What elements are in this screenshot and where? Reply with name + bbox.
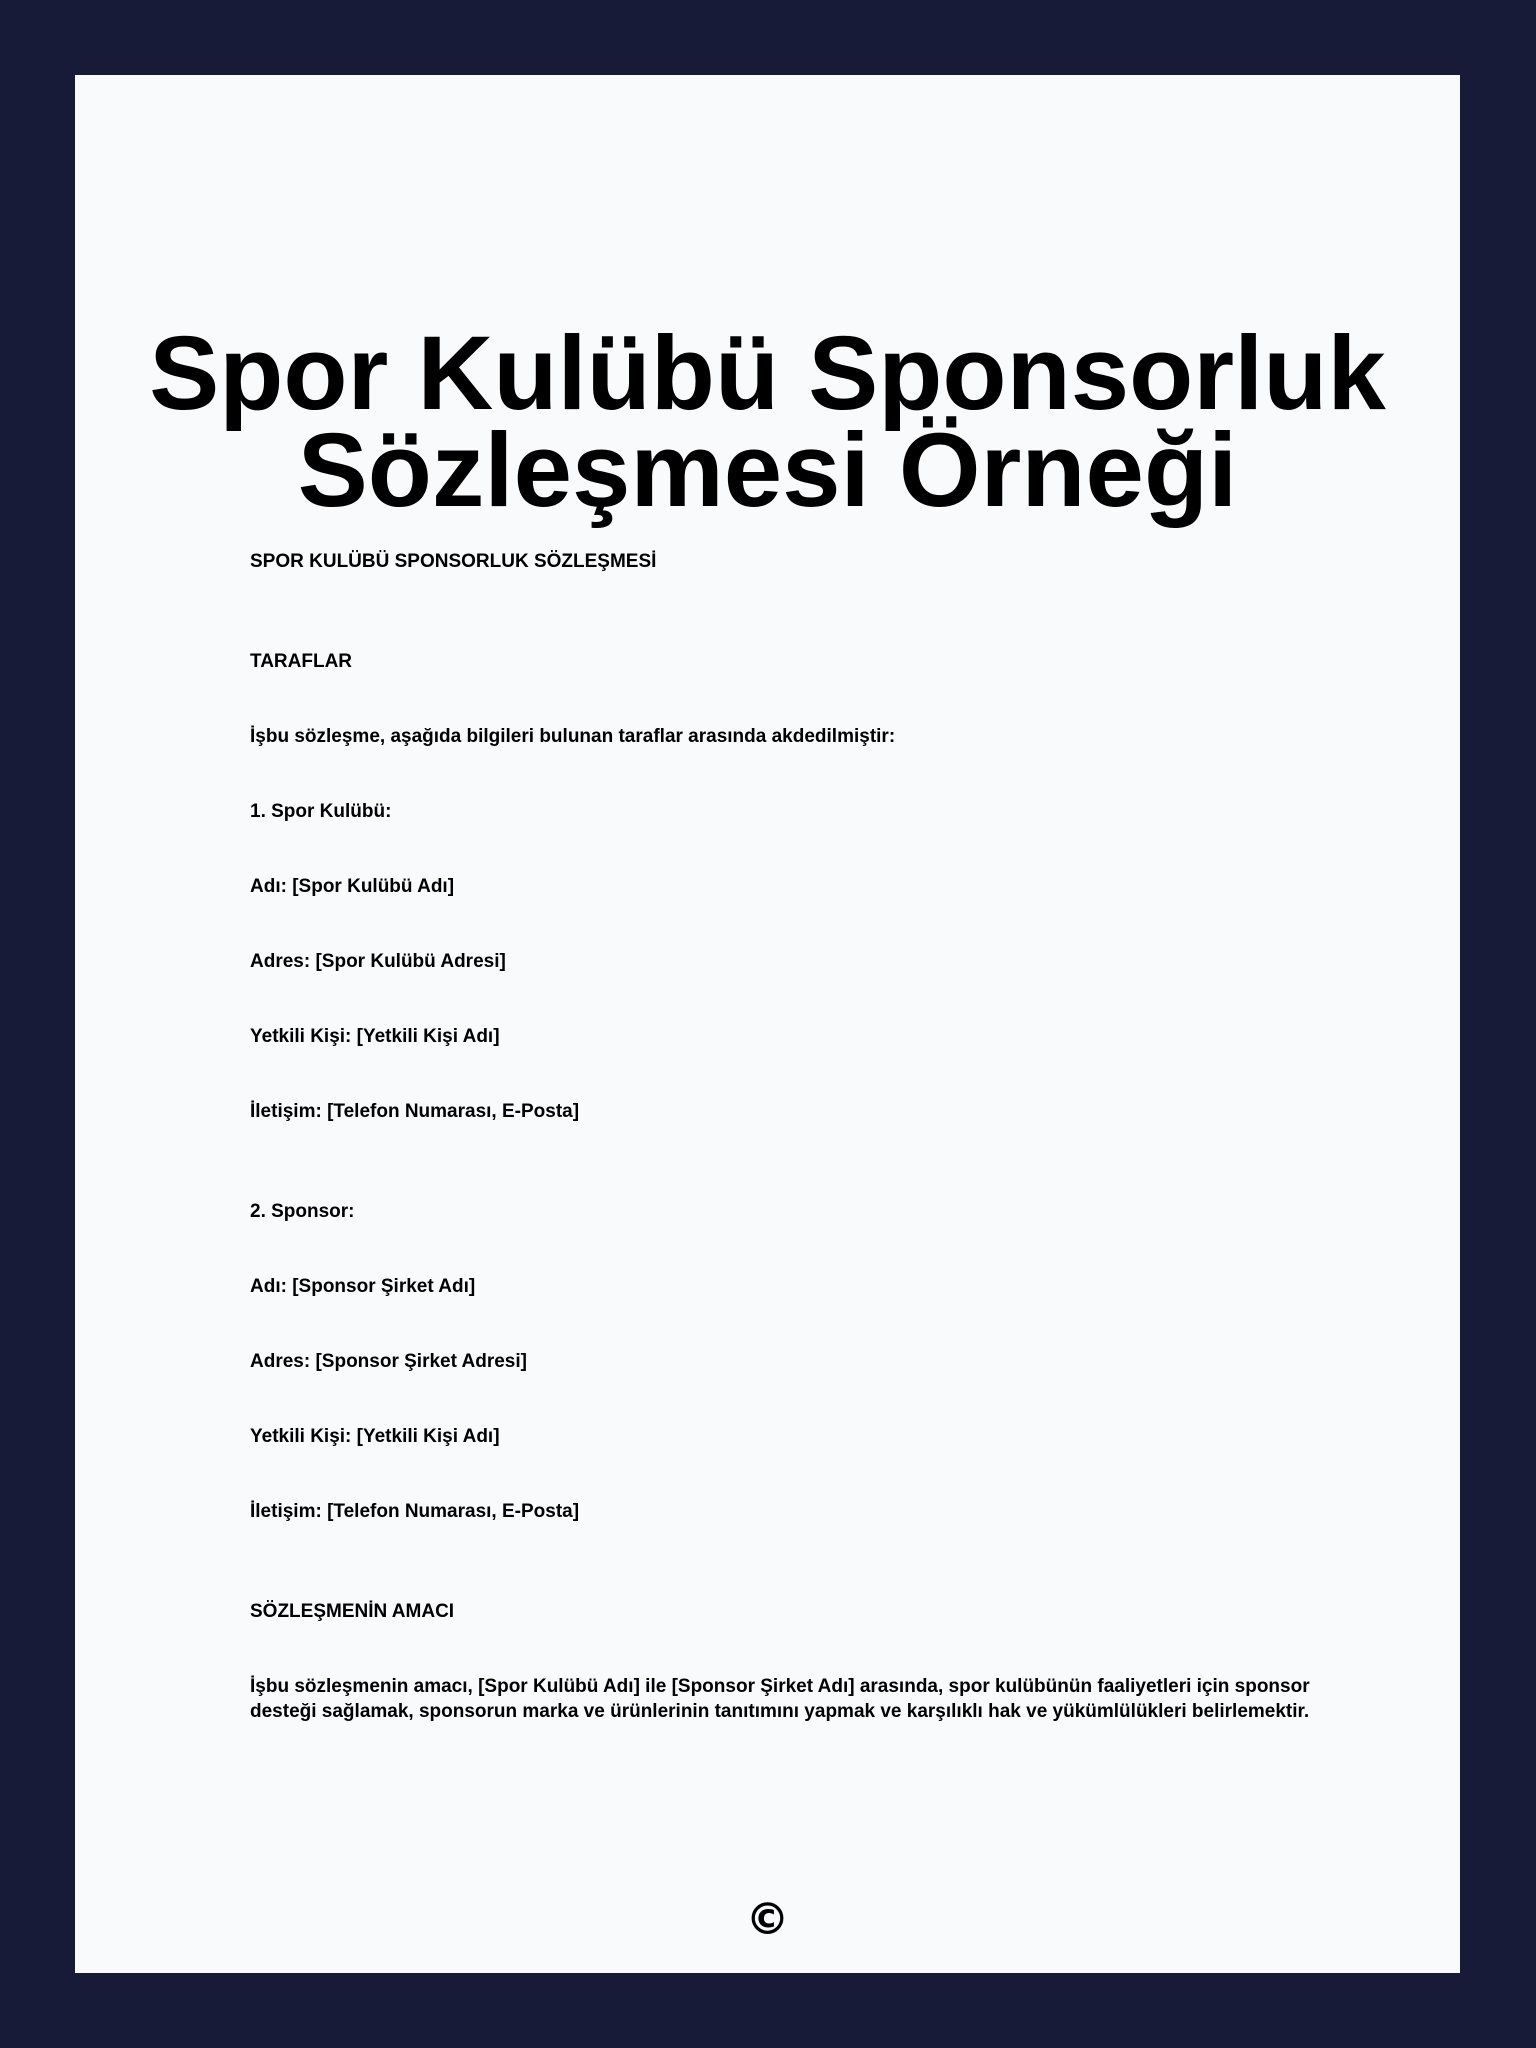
purpose-text: İşbu sözleşmenin amacı, [Spor Kulübü Adı] ile [Sponsor Şirket Adı] arasında, spor kulübünün faaliyetleri için sponsor desteği sağlamak, sponsorun marka ve ürünlerinin tanıtımını yapmak ve karşılıklı hak ve yükümlülükleri belirlemektir.: [250, 1676, 1310, 1722]
sponsor-label: 2. Sponsor:: [250, 1201, 355, 1222]
sponsor-contact-person: Yetkili Kişi: [Yetkili Kişi Adı]: [250, 1426, 500, 1447]
contract-heading: SPOR KULÜBÜ SPONSORLUK SÖZLEŞMESİ: [250, 551, 657, 572]
copyright-icon: ©: [745, 1894, 790, 1945]
sponsor-address: Adres: [Sponsor Şirket Adresi]: [250, 1351, 527, 1372]
document-page: [75, 75, 1460, 1973]
parties-intro: İşbu sözleşme, aşağıda bilgileri bulunan taraflar arasında akdedilmiştir:: [250, 726, 896, 747]
club-address: Adres: [Spor Kulübü Adresi]: [250, 951, 506, 972]
purpose-heading: SÖZLEŞMENİN AMACI: [250, 1601, 455, 1622]
club-contact-person: Yetkili Kişi: [Yetkili Kişi Adı]: [250, 1026, 500, 1047]
sponsor-contact: İletişim: [Telefon Numarası, E-Posta]: [250, 1501, 580, 1522]
club-contact: İletişim: [Telefon Numarası, E-Posta]: [250, 1101, 580, 1122]
sponsor-name: Adı: [Sponsor Şirket Adı]: [250, 1276, 476, 1297]
club-name: Adı: [Spor Kulübü Adı]: [250, 876, 455, 897]
document-title: Spor Kulübü Sponsorluk Sözleşmesi Örneği: [149, 315, 1386, 529]
parties-heading: TARAFLAR: [250, 651, 353, 672]
club-label: 1. Spor Kulübü:: [250, 801, 392, 822]
